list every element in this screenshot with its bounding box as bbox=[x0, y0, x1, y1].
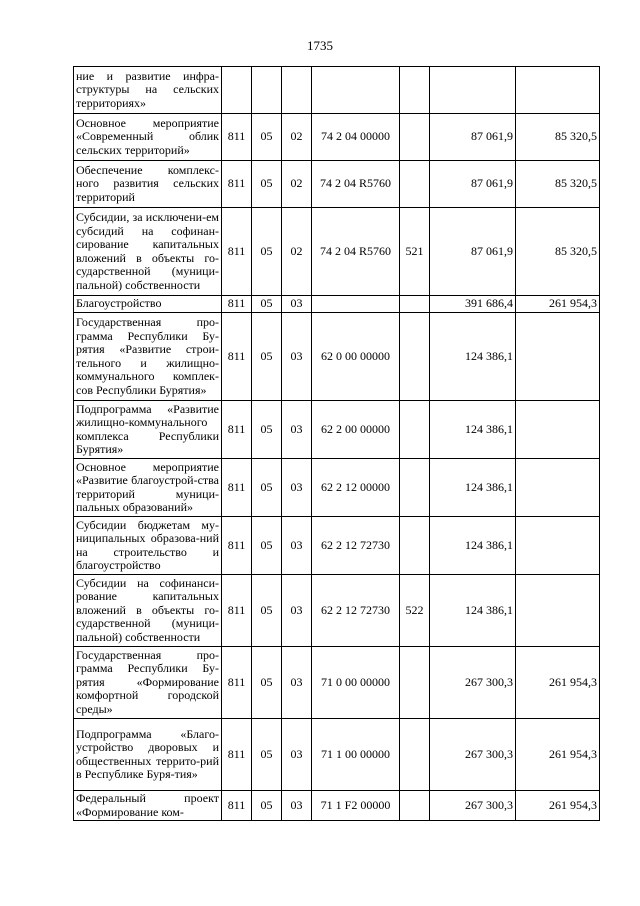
row-ministry-code: 811 bbox=[222, 459, 252, 517]
row-expense-type bbox=[400, 67, 430, 114]
row-subsection-code: 03 bbox=[282, 459, 312, 517]
row-target-article: 62 0 00 00000 bbox=[312, 313, 400, 401]
row-ministry-code: 811 bbox=[222, 575, 252, 647]
row-amount-year1: 124 386,1 bbox=[430, 401, 516, 459]
row-target-article: 62 2 12 72730 bbox=[312, 517, 400, 575]
row-expense-type bbox=[400, 791, 430, 821]
row-ministry-code: 811 bbox=[222, 161, 252, 208]
row-expense-type: 521 bbox=[400, 208, 430, 296]
row-amount-year1 bbox=[430, 67, 516, 114]
row-subsection-code: 03 bbox=[282, 296, 312, 313]
row-amount-year1: 87 061,9 bbox=[430, 161, 516, 208]
row-section-code bbox=[252, 67, 282, 114]
row-amount-year2: 261 954,3 bbox=[516, 791, 600, 821]
row-amount-year1: 267 300,3 bbox=[430, 719, 516, 791]
row-ministry-code: 811 bbox=[222, 296, 252, 313]
row-section-code: 05 bbox=[252, 296, 282, 313]
row-section-code: 05 bbox=[252, 114, 282, 161]
row-target-article: 74 2 04 00000 bbox=[312, 114, 400, 161]
row-target-article: 74 2 04 R5760 bbox=[312, 208, 400, 296]
row-amount-year1: 87 061,9 bbox=[430, 114, 516, 161]
row-name: Государственная про-грамма Республики Бу-рятия «Формирование комфортной городской среды» bbox=[74, 647, 222, 719]
row-target-article bbox=[312, 296, 400, 313]
row-amount-year2: 85 320,5 bbox=[516, 161, 600, 208]
row-ministry-code: 811 bbox=[222, 647, 252, 719]
row-section-code: 05 bbox=[252, 719, 282, 791]
row-target-article: 74 2 04 R5760 bbox=[312, 161, 400, 208]
row-ministry-code: 811 bbox=[222, 114, 252, 161]
row-expense-type bbox=[400, 719, 430, 791]
row-amount-year2 bbox=[516, 313, 600, 401]
table-row bbox=[74, 114, 600, 161]
row-amount-year1: 124 386,1 bbox=[430, 459, 516, 517]
row-subsection-code bbox=[282, 67, 312, 114]
table-row bbox=[74, 313, 600, 401]
row-amount-year2: 85 320,5 bbox=[516, 208, 600, 296]
row-ministry-code: 811 bbox=[222, 313, 252, 401]
row-name: Благоустройство bbox=[74, 296, 222, 313]
row-section-code: 05 bbox=[252, 517, 282, 575]
table-row bbox=[74, 296, 600, 313]
row-section-code: 05 bbox=[252, 161, 282, 208]
row-subsection-code: 02 bbox=[282, 208, 312, 296]
table-row bbox=[74, 401, 600, 459]
row-expense-type bbox=[400, 313, 430, 401]
table-row bbox=[74, 161, 600, 208]
row-section-code: 05 bbox=[252, 647, 282, 719]
row-subsection-code: 03 bbox=[282, 401, 312, 459]
row-subsection-code: 03 bbox=[282, 313, 312, 401]
row-expense-type bbox=[400, 296, 430, 313]
table-row bbox=[74, 575, 600, 647]
table-row bbox=[74, 517, 600, 575]
row-name: Субсидии, за исключени-ем субсидий на софинан-сирование капитальных вложений в объекты го-сударственной (муници-пальной) собственности bbox=[74, 208, 222, 296]
row-subsection-code: 03 bbox=[282, 517, 312, 575]
row-ministry-code: 811 bbox=[222, 719, 252, 791]
row-section-code: 05 bbox=[252, 791, 282, 821]
row-expense-type bbox=[400, 459, 430, 517]
row-expense-type bbox=[400, 517, 430, 575]
row-amount-year2 bbox=[516, 401, 600, 459]
row-ministry-code: 811 bbox=[222, 791, 252, 821]
row-amount-year1: 391 686,4 bbox=[430, 296, 516, 313]
table-row bbox=[74, 208, 600, 296]
row-section-code: 05 bbox=[252, 459, 282, 517]
row-name: Основное мероприятие «Развитие благоустрой-ства территорий муници-пальных образований» bbox=[74, 459, 222, 517]
row-amount-year1: 87 061,9 bbox=[430, 208, 516, 296]
row-expense-type bbox=[400, 114, 430, 161]
row-name: Государственная про-грамма Республики Бу-рятия «Развитие строи-тельного и жилищно-коммунального комплек-сов Республики Бурятия» bbox=[74, 313, 222, 401]
row-amount-year2 bbox=[516, 459, 600, 517]
row-target-article: 71 0 00 00000 bbox=[312, 647, 400, 719]
row-section-code: 05 bbox=[252, 401, 282, 459]
row-amount-year2 bbox=[516, 517, 600, 575]
page-number: 1735 bbox=[307, 38, 333, 53]
row-target-article bbox=[312, 67, 400, 114]
row-name: Основное мероприятие «Современный облик сельских территорий» bbox=[74, 114, 222, 161]
row-target-article: 62 2 12 00000 bbox=[312, 459, 400, 517]
row-name: Подпрограмма «Развитие жилищно-коммунального комплекса Республики Бурятия» bbox=[74, 401, 222, 459]
table-row bbox=[74, 67, 600, 114]
row-amount-year1: 124 386,1 bbox=[430, 313, 516, 401]
row-subsection-code: 03 bbox=[282, 791, 312, 821]
row-section-code: 05 bbox=[252, 208, 282, 296]
row-ministry-code: 811 bbox=[222, 401, 252, 459]
row-expense-type bbox=[400, 161, 430, 208]
row-target-article: 71 1 F2 00000 bbox=[312, 791, 400, 821]
row-amount-year2: 261 954,3 bbox=[516, 719, 600, 791]
row-expense-type: 522 bbox=[400, 575, 430, 647]
row-ministry-code: 811 bbox=[222, 517, 252, 575]
row-target-article: 71 1 00 00000 bbox=[312, 719, 400, 791]
row-expense-type bbox=[400, 647, 430, 719]
budget-table bbox=[73, 66, 600, 821]
row-name: Федеральный проект «Формирование ком- bbox=[74, 791, 222, 821]
row-amount-year2: 261 954,3 bbox=[516, 647, 600, 719]
row-subsection-code: 03 bbox=[282, 647, 312, 719]
row-name: Обеспечение комплекс-ного развития сельских территорий bbox=[74, 161, 222, 208]
row-amount-year2 bbox=[516, 67, 600, 114]
row-amount-year1: 124 386,1 bbox=[430, 517, 516, 575]
row-amount-year2: 85 320,5 bbox=[516, 114, 600, 161]
table-row bbox=[74, 791, 600, 821]
row-section-code: 05 bbox=[252, 575, 282, 647]
row-name: ние и развитие инфра-структуры на сельских территориях» bbox=[74, 67, 222, 114]
table-row bbox=[74, 647, 600, 719]
row-expense-type bbox=[400, 401, 430, 459]
row-section-code: 05 bbox=[252, 313, 282, 401]
table-row bbox=[74, 719, 600, 791]
row-subsection-code: 03 bbox=[282, 575, 312, 647]
row-target-article: 62 2 00 00000 bbox=[312, 401, 400, 459]
row-subsection-code: 03 bbox=[282, 719, 312, 791]
row-amount-year1: 267 300,3 bbox=[430, 647, 516, 719]
row-amount-year1: 124 386,1 bbox=[430, 575, 516, 647]
table-row bbox=[74, 459, 600, 517]
row-amount-year2: 261 954,3 bbox=[516, 296, 600, 313]
row-subsection-code: 02 bbox=[282, 161, 312, 208]
row-subsection-code: 02 bbox=[282, 114, 312, 161]
row-ministry-code bbox=[222, 67, 252, 114]
row-amount-year2 bbox=[516, 575, 600, 647]
row-target-article: 62 2 12 72730 bbox=[312, 575, 400, 647]
row-name: Подпрограмма «Благо-устройство дворовых и общественных террито-рий в Республике Буря-тия» bbox=[74, 719, 222, 791]
row-ministry-code: 811 bbox=[222, 208, 252, 296]
row-amount-year1: 267 300,3 bbox=[430, 791, 516, 821]
row-name: Субсидии на софинанси-рование капитальных вложений в объекты го-сударственной (муници-пальной) собственности bbox=[74, 575, 222, 647]
row-name: Субсидии бюджетам му-ниципальных образова-ний на строительство и благоустройство bbox=[74, 517, 222, 575]
